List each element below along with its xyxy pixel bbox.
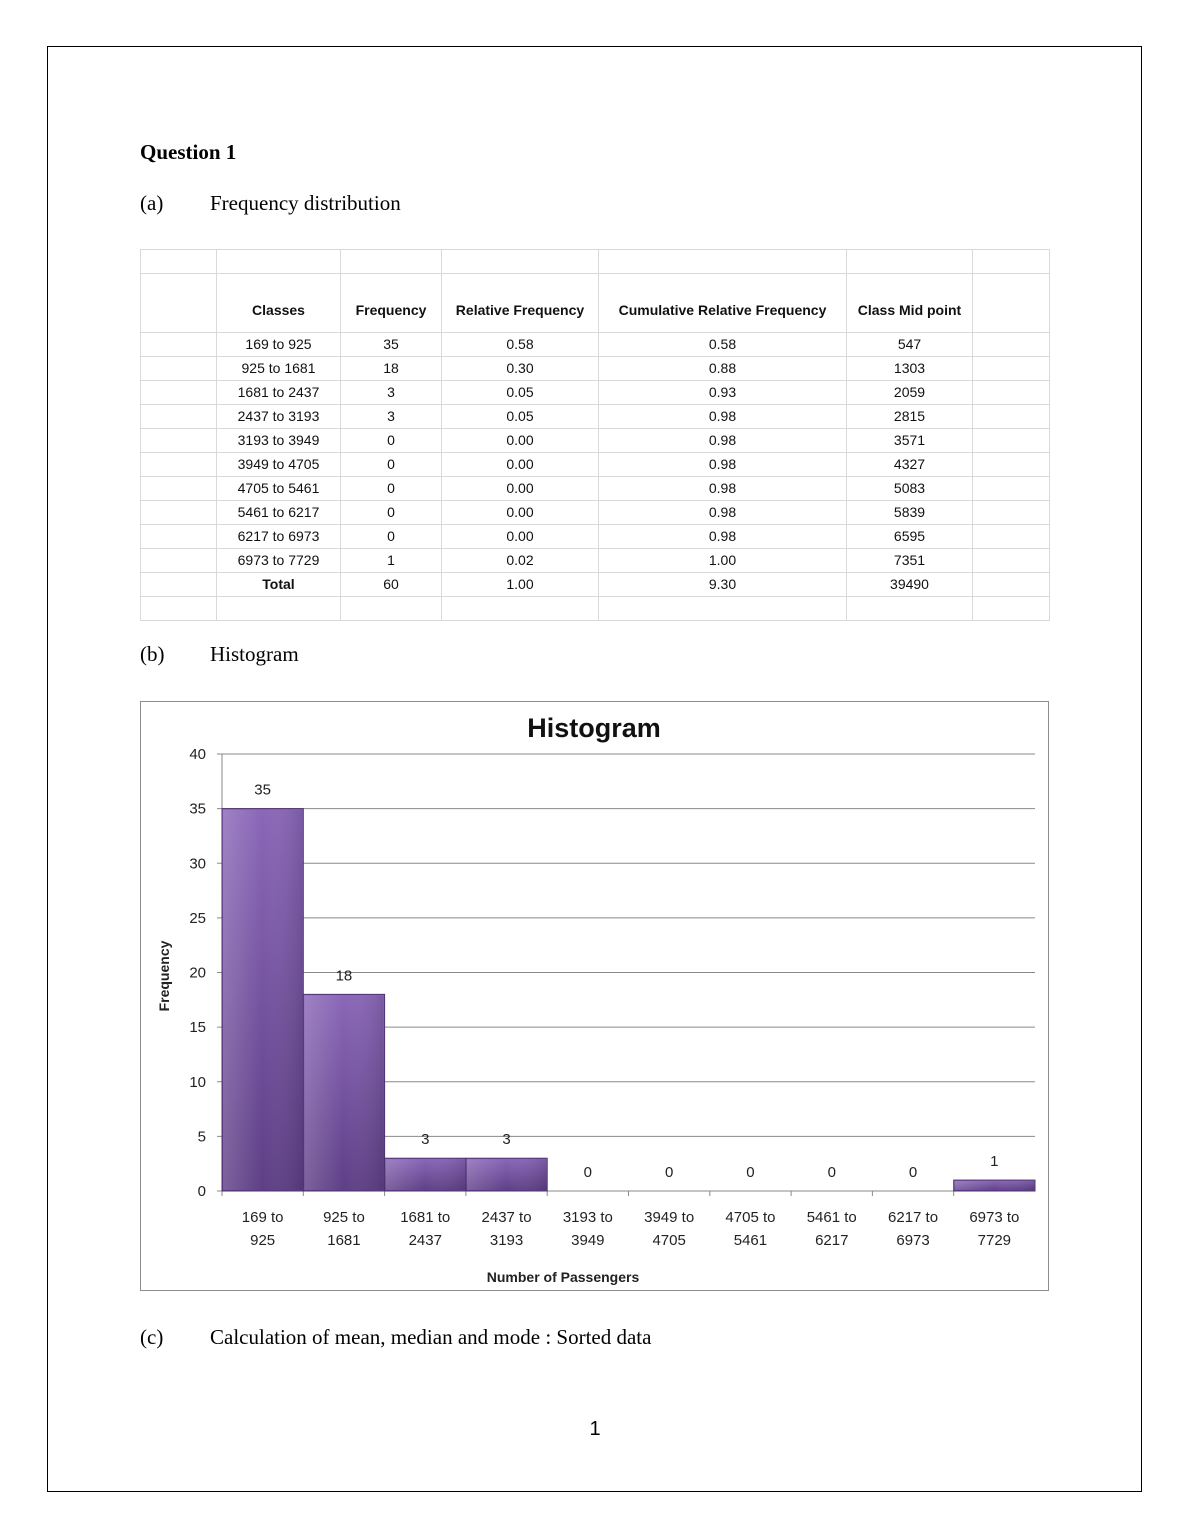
table-row (141, 453, 1050, 477)
table-row (141, 525, 1050, 549)
table-cell: 2059 (847, 381, 973, 405)
data-label: 35 (254, 781, 271, 799)
x-tick-label: 925 to (323, 1209, 365, 1226)
bar-shading (223, 810, 302, 1190)
bar-shading (955, 1181, 1034, 1190)
x-tick-label: 2437 to (481, 1209, 532, 1226)
table-row (141, 477, 1050, 501)
y-tick-label: 10 (189, 1073, 206, 1091)
table-cell: 6217 to 6973 (217, 525, 341, 549)
table-cell: 1.00 (442, 573, 599, 597)
table-cell: 0.58 (442, 333, 599, 357)
x-tick-label: 7729 (977, 1232, 1012, 1249)
table-row (141, 429, 1050, 453)
table-cell (217, 597, 341, 621)
histogram-svg (141, 702, 1048, 1290)
table-row (141, 405, 1050, 429)
table-cell (973, 573, 1050, 597)
table-cell (973, 477, 1050, 501)
table-cell (442, 597, 599, 621)
table-cell: 1303 (847, 357, 973, 381)
table-cell: 0.05 (442, 405, 599, 429)
table-cell: 0.02 (442, 549, 599, 573)
table-cell: 35 (341, 333, 442, 357)
x-tick-label: 5461 to (806, 1209, 857, 1226)
table-header-row (141, 274, 1050, 333)
x-tick-label: 6217 (815, 1232, 849, 1249)
y-axis-title: Frequency (156, 940, 172, 1012)
table-cell: 39490 (847, 573, 973, 597)
table-cell: Relative Frequency (442, 274, 599, 333)
x-tick-label: 6973 to (969, 1209, 1020, 1226)
section-b-label: (b) (140, 642, 165, 666)
data-label: 0 (746, 1164, 755, 1181)
table-row (141, 381, 1050, 405)
y-tick-label: 30 (189, 855, 206, 873)
table-cell: 0 (341, 453, 442, 477)
table-cell: 0.58 (599, 333, 847, 357)
table-cell: 0.00 (442, 453, 599, 477)
table-cell (973, 333, 1050, 357)
table-cell: 3 (341, 405, 442, 429)
table-cell (141, 405, 217, 429)
table-cell (973, 549, 1050, 573)
table-cell: 0.00 (442, 429, 599, 453)
table-cell (973, 597, 1050, 621)
data-label: 1 (990, 1153, 999, 1171)
table-cell: 1.00 (599, 549, 847, 573)
table-cell: 3571 (847, 429, 973, 453)
table-cell: 0.00 (442, 525, 599, 549)
table-cell (973, 501, 1050, 525)
table-cell: 0.98 (599, 525, 847, 549)
table-total-row (141, 573, 1050, 597)
data-label: 18 (335, 967, 353, 985)
data-label: 0 (908, 1164, 918, 1181)
section-a-heading (140, 191, 401, 216)
table-cell: Classes (217, 274, 341, 333)
table-cell: 0.88 (599, 357, 847, 381)
section-c-title: Calculation of mean, median and mode : Sorted data (210, 1325, 652, 1349)
table-cell: Cumulative Relative Frequency (599, 274, 847, 333)
bar-shading (467, 1159, 546, 1190)
bar-shading (304, 995, 383, 1190)
y-tick-label: 35 (189, 800, 206, 818)
table-cell: Frequency (341, 274, 442, 333)
data-label: 0 (664, 1164, 674, 1181)
table-cell (973, 525, 1050, 549)
table-cell: 0.98 (599, 429, 847, 453)
table-cell (141, 453, 217, 477)
table-cell (141, 250, 217, 274)
table-cell (141, 381, 217, 405)
frequency-table-image (140, 249, 1049, 609)
frequency-table (140, 249, 1050, 621)
table-cell (847, 597, 973, 621)
table-cell: 1 (341, 549, 442, 573)
table-cell: 6973 to 7729 (217, 549, 341, 573)
table-cell (973, 381, 1050, 405)
table-cell: Class Mid point (847, 274, 973, 333)
table-cell: 0 (341, 501, 442, 525)
table-cell: 0.98 (599, 453, 847, 477)
table-cell (141, 525, 217, 549)
table-cell: 0.98 (599, 501, 847, 525)
y-tick-label: 5 (197, 1128, 206, 1146)
question-title: Question 1 (140, 140, 237, 164)
x-tick-label: 5461 (733, 1232, 768, 1249)
table-cell: 4327 (847, 453, 973, 477)
table-cell: Total (217, 573, 341, 597)
table-cell: 5461 to 6217 (217, 501, 341, 525)
table-cell: 0.98 (599, 405, 847, 429)
table-cell (141, 549, 217, 573)
table-cell: 3193 to 3949 (217, 429, 341, 453)
bar-shading (386, 1159, 465, 1190)
table-cell (217, 250, 341, 274)
x-tick-label: 3193 (489, 1232, 524, 1249)
y-tick-label: 0 (197, 1183, 206, 1200)
section-b-heading (140, 642, 299, 667)
table-cell (973, 357, 1050, 381)
table-cell: 0.05 (442, 381, 599, 405)
table-cell: 2437 to 3193 (217, 405, 341, 429)
table-cell: 5839 (847, 501, 973, 525)
table-cell: 3 (341, 381, 442, 405)
table-cell (599, 250, 847, 274)
table-cell: 547 (847, 333, 973, 357)
table-cell (141, 573, 217, 597)
table-row (141, 501, 1050, 525)
table-cell: 925 to 1681 (217, 357, 341, 381)
page-number: 1 (589, 1418, 601, 1440)
table-cell (973, 453, 1050, 477)
x-tick-label: 3193 to (562, 1209, 613, 1226)
table-cell (141, 501, 217, 525)
table-cell: 5083 (847, 477, 973, 501)
table-cell (141, 429, 217, 453)
table-cell: 0.98 (599, 477, 847, 501)
x-tick-label: 2437 (408, 1232, 442, 1249)
table-cell (973, 250, 1050, 274)
table-cell (847, 250, 973, 274)
table-cell (973, 274, 1050, 333)
table-cell: 60 (341, 573, 442, 597)
y-tick-label: 25 (189, 909, 206, 927)
table-cell: 6595 (847, 525, 973, 549)
x-tick-label: 1681 to (400, 1209, 451, 1226)
table-cell: 169 to 925 (217, 333, 341, 357)
x-tick-label: 6217 to (888, 1209, 939, 1226)
data-label: 3 (502, 1131, 511, 1149)
y-tick-label: 15 (189, 1019, 206, 1037)
chart-title: Histogram (527, 713, 661, 743)
table-cell: 9.30 (599, 573, 847, 597)
section-a-label: (a) (140, 191, 164, 215)
x-tick-label: 4705 to (725, 1209, 776, 1226)
table-cell: 4705 to 5461 (217, 477, 341, 501)
table-cell: 1681 to 2437 (217, 381, 341, 405)
table-cell: 0 (341, 525, 442, 549)
table-cell: 7351 (847, 549, 973, 573)
table-cell (141, 274, 217, 333)
table-cell (141, 597, 217, 621)
data-label: 3 (421, 1131, 430, 1149)
section-c-heading (140, 1325, 651, 1350)
table-cell: 0.93 (599, 381, 847, 405)
table-cell (341, 250, 442, 274)
table-cell (442, 250, 599, 274)
table-cell (973, 429, 1050, 453)
y-tick-label: 40 (189, 746, 206, 763)
table-blank-row (141, 597, 1050, 621)
table-cell (141, 357, 217, 381)
table-cell: 0.00 (442, 501, 599, 525)
x-tick-label: 925 (250, 1232, 276, 1249)
y-tick-label: 20 (189, 964, 206, 982)
x-tick-label: 6973 (896, 1232, 930, 1249)
x-tick-label: 169 to (241, 1209, 284, 1226)
x-tick-label: 1681 (327, 1232, 361, 1249)
table-cell (341, 597, 442, 621)
table-cell: 3949 to 4705 (217, 453, 341, 477)
table-cell: 18 (341, 357, 442, 381)
x-axis-title: Number of Passengers (486, 1269, 640, 1285)
table-cell (599, 597, 847, 621)
section-a-title: Frequency distribution (210, 191, 401, 215)
table-cell (141, 333, 217, 357)
section-c-label: (c) (140, 1325, 164, 1349)
histogram-chart (140, 701, 1049, 1291)
table-blank-row (141, 250, 1050, 274)
x-tick-label: 3949 (571, 1232, 605, 1249)
table-cell: 2815 (847, 405, 973, 429)
data-label: 0 (827, 1164, 836, 1181)
table-cell (141, 477, 217, 501)
data-label: 0 (583, 1164, 593, 1181)
table-row (141, 549, 1050, 573)
table-cell: 0 (341, 429, 442, 453)
section-b-title: Histogram (210, 642, 299, 666)
table-row (141, 357, 1050, 381)
table-cell: 0.30 (442, 357, 599, 381)
x-tick-label: 3949 to (644, 1209, 695, 1226)
table-cell: 0.00 (442, 477, 599, 501)
table-row (141, 333, 1050, 357)
x-tick-label: 4705 (652, 1232, 686, 1249)
table-cell: 0 (341, 477, 442, 501)
table-cell (973, 405, 1050, 429)
